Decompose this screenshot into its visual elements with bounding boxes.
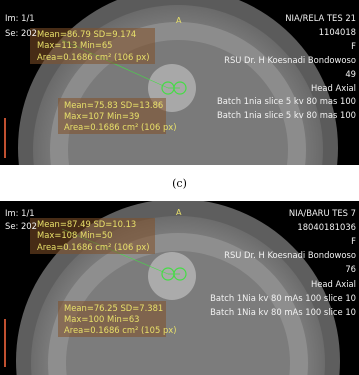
roi2-maxmin: Max=100 Min=63	[64, 314, 140, 324]
study-description: Head Axial	[310, 83, 356, 93]
series-number: Se: 202	[5, 28, 37, 38]
patient-sex: F	[351, 236, 356, 246]
roi2-mean: Mean=75.83 SD=13.86	[64, 100, 164, 110]
orientation-marker: A	[176, 16, 182, 25]
patient-age: 49	[345, 69, 356, 79]
roi2-area: Area=0.1686 cm² (106 px)	[64, 122, 177, 132]
image-number: Im: 1/1	[5, 208, 35, 218]
roi2-maxmin: Max=107 Min=39	[64, 111, 140, 121]
figure-caption: (c)	[172, 177, 187, 190]
roi1-maxmin: Max=108 Min=50	[37, 230, 113, 240]
scale-ruler	[4, 118, 6, 158]
roi1-maxmin: Max=113 Min=65	[37, 40, 113, 50]
series-description-1: Batch 1Nia kv 80 mAs 100 slice 10	[210, 293, 356, 303]
scale-ruler	[4, 319, 6, 367]
image-number: Im: 1/1	[5, 13, 35, 23]
patient-id: 18040181036	[297, 222, 356, 232]
patient-name: NIA/BARU TES 7	[288, 208, 356, 218]
patient-age: 76	[345, 264, 356, 274]
ct-viewer-bottom[interactable]	[0, 201, 359, 375]
institution: RSU Dr. H Koesnadi Bondowoso	[224, 55, 356, 65]
patient-id: 1104018	[318, 27, 356, 37]
roi1-mean: Mean=86.79 SD=9.174	[37, 29, 137, 39]
roi1-area: Area=0.1686 cm² (106 px)	[37, 242, 150, 252]
roi2-mean: Mean=76.25 SD=7.381	[64, 303, 164, 313]
series-description-2: Batch 1nia slice 5 kv 80 mas 100	[216, 110, 356, 120]
study-description: Head Axial	[310, 279, 356, 289]
series-description-1: Batch 1nia slice 5 kv 80 mas 100	[216, 96, 356, 106]
roi1-area: Area=0.1686 cm² (106 px)	[37, 52, 150, 62]
series-description-2: Batch 1Nia kv 80 mAs 100 slice 10	[210, 307, 356, 317]
roi2-area: Area=0.1686 cm² (105 px)	[64, 325, 177, 335]
ct-viewer-top[interactable]	[0, 0, 359, 165]
orientation-marker: A	[176, 208, 182, 217]
patient-name: NIA/RELA TES 21	[285, 13, 356, 23]
patient-sex: F	[351, 41, 356, 51]
institution: RSU Dr. H Koesnadi Bondowoso	[224, 250, 356, 260]
roi1-mean: Mean=87.49 SD=10.13	[37, 219, 137, 229]
series-number: Se: 202	[5, 221, 37, 231]
